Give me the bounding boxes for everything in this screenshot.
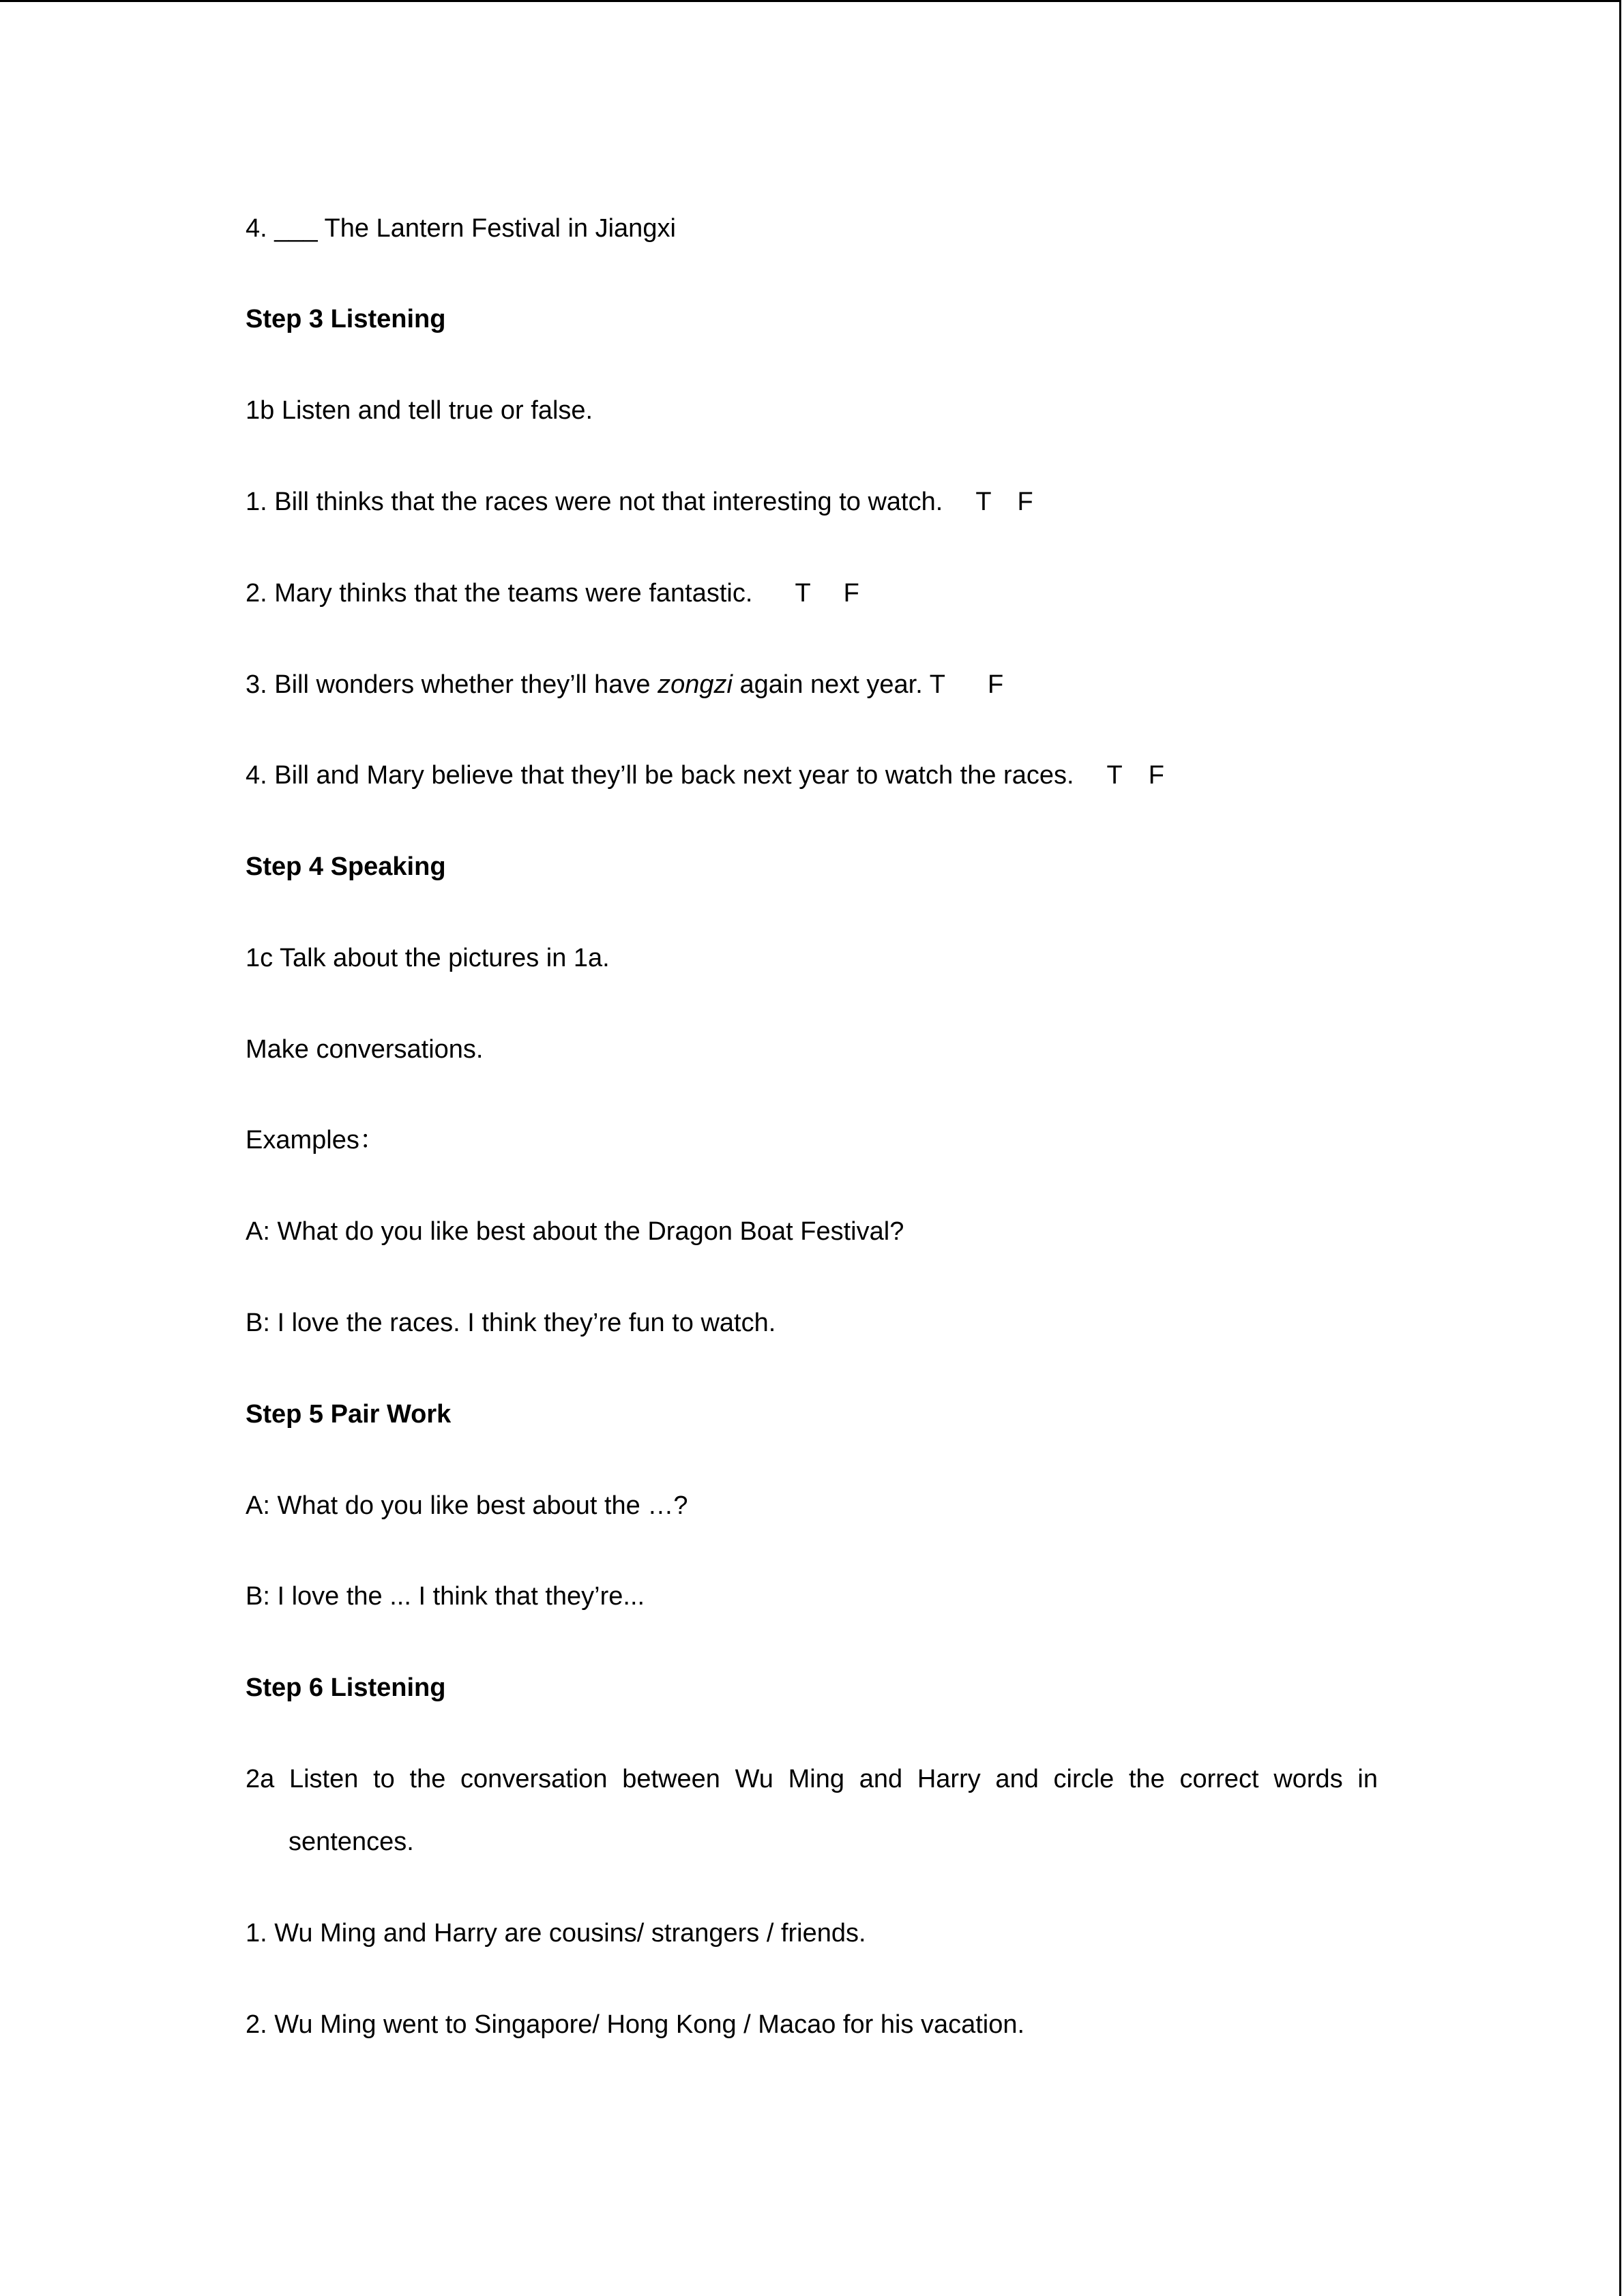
example-line-a: A: What do you like best about the Dragon Boat Festival? — [246, 1217, 904, 1246]
example-line-b: B: I love the races. I think they’re fun to watch. — [246, 1309, 776, 1337]
tf-item-3-true: T — [929, 670, 946, 699]
tf-item-3-zongzi: zongzi — [658, 670, 733, 699]
circle-question-1: 1. Wu Ming and Harry are cousins/ strangers / friends. — [246, 1919, 866, 1948]
tf-item-2-text: 2. Mary thinks that the teams were fantastic. — [246, 579, 753, 608]
make-conversations-text: Make conversations. — [246, 1035, 484, 1064]
task-1c-instruction: 1c Talk about the pictures in 1a. — [246, 944, 610, 972]
tf-item-4-text: 4. Bill and Mary believe that they’ll be back next year to watch the races. — [246, 761, 1074, 790]
tf-item-3-text-start: 3. Bill wonders whether they’ll have — [246, 670, 658, 699]
true-false-item-1 — [246, 485, 1033, 519]
step-6-heading: Step 6 Listening — [246, 1673, 446, 1702]
tf-item-3-text-end: again next year. — [732, 670, 923, 699]
tf-item-1-text: 1. Bill thinks that the races were not that interesting to watch. — [246, 488, 943, 516]
tf-item-4-true: T — [1106, 761, 1123, 790]
true-false-item-2 — [246, 576, 859, 610]
task-2a-instruction-line-1: 2a Listen to the conversation between Wu Ming and Harry and circle the correct words in — [246, 1765, 1378, 1793]
tf-item-4-false: F — [1148, 761, 1164, 790]
item-4-text: 4. ___ The Lantern Festival in Jiangxi — [246, 214, 676, 243]
step-5-heading: Step 5 Pair Work — [246, 1400, 452, 1429]
tf-item-1-true: T — [975, 488, 992, 516]
tf-item-2-true: T — [795, 579, 811, 608]
examples-label: Examples： — [246, 1126, 385, 1154]
tf-item-1-false: F — [1017, 488, 1033, 516]
tf-item-2-false: F — [843, 579, 859, 608]
true-false-item-4 — [246, 758, 1164, 792]
circle-question-2: 2. Wu Ming went to Singapore/ Hong Kong / Macao for his vacation. — [246, 2010, 1025, 2039]
item-4-lantern-festival — [246, 211, 676, 245]
tf-item-3-false: F — [988, 670, 1004, 699]
pair-work-line-b: B: I love the ... I think that they’re... — [246, 1582, 645, 1611]
step-4-heading: Step 4 Speaking — [246, 852, 446, 881]
pair-work-line-a: A: What do you like best about the …? — [246, 1491, 688, 1520]
true-false-item-3 — [246, 668, 1003, 702]
task-2a-instruction-line-2: sentences. — [289, 1828, 414, 1856]
task-1b-instruction: 1b Listen and tell true or false. — [246, 396, 593, 425]
step-3-heading: Step 3 Listening — [246, 305, 446, 333]
